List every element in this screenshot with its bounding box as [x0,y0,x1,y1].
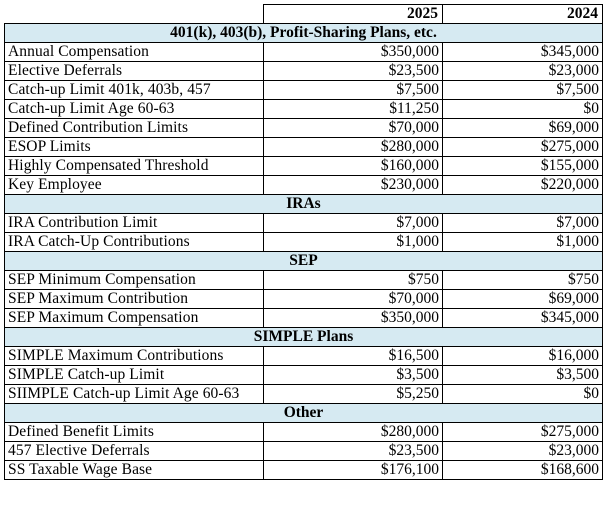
value-2024: $1,000 [443,233,603,252]
table-row [5,442,603,461]
value-2024: $69,000 [443,119,603,138]
table-body [5,24,603,480]
row-label: Annual Compensation [5,43,264,62]
section-header-row [5,24,603,43]
row-label: IRA Contribution Limit [5,214,264,233]
row-label: SEP Maximum Contribution [5,290,264,309]
section-title: IRAs [5,195,603,214]
value-2024: $23,000 [443,62,603,81]
section-title: SIMPLE Plans [5,328,603,347]
value-2025: $70,000 [264,290,443,309]
header-row [5,5,603,24]
row-label: Key Employee [5,176,264,195]
table-row [5,138,603,157]
value-2024: $3,500 [443,366,603,385]
row-label: SEP Minimum Compensation [5,271,264,290]
value-2025: $3,500 [264,366,443,385]
header-year-2024: 2024 [443,5,603,24]
row-label: SIIMPLE Catch-up Limit Age 60-63 [5,385,264,404]
section-header-row [5,328,603,347]
value-2025: $230,000 [264,176,443,195]
value-2024: $0 [443,100,603,119]
value-2024: $0 [443,385,603,404]
row-label: ESOP Limits [5,138,264,157]
value-2025: $280,000 [264,423,443,442]
value-2024: $23,000 [443,442,603,461]
value-2025: $7,000 [264,214,443,233]
table-row [5,347,603,366]
value-2024: $7,000 [443,214,603,233]
header-blank-cell [5,5,264,24]
value-2025: $160,000 [264,157,443,176]
row-label: SS Taxable Wage Base [5,461,264,480]
table-row [5,119,603,138]
value-2024: $275,000 [443,423,603,442]
section-title: SEP [5,252,603,271]
value-2025: $16,500 [264,347,443,366]
section-header-row [5,404,603,423]
row-label: Elective Deferrals [5,62,264,81]
value-2025: $7,500 [264,81,443,100]
table-row [5,43,603,62]
value-2024: $16,000 [443,347,603,366]
limits-table-container [4,4,602,480]
table-row [5,81,603,100]
table-row [5,385,603,404]
value-2025: $23,500 [264,442,443,461]
value-2025: $750 [264,271,443,290]
row-label: 457 Elective Deferrals [5,442,264,461]
row-label: Defined Benefit Limits [5,423,264,442]
row-label: Defined Contribution Limits [5,119,264,138]
limits-table [4,4,603,480]
header-year-2025: 2025 [264,5,443,24]
value-2024: $345,000 [443,309,603,328]
value-2025: $23,500 [264,62,443,81]
section-header-row [5,252,603,271]
value-2024: $168,600 [443,461,603,480]
table-row [5,461,603,480]
table-row [5,214,603,233]
value-2025: $5,250 [264,385,443,404]
value-2024: $345,000 [443,43,603,62]
row-label: Highly Compensated Threshold [5,157,264,176]
value-2025: $1,000 [264,233,443,252]
row-label: Catch-up Limit Age 60-63 [5,100,264,119]
row-label: IRA Catch-Up Contributions [5,233,264,252]
value-2024: $275,000 [443,138,603,157]
table-row [5,309,603,328]
value-2024: $220,000 [443,176,603,195]
value-2025: $350,000 [264,309,443,328]
value-2025: $11,250 [264,100,443,119]
table-row [5,271,603,290]
table-row [5,290,603,309]
section-title: 401(k), 403(b), Profit-Sharing Plans, etc. [5,24,603,43]
table-row [5,100,603,119]
value-2024: $155,000 [443,157,603,176]
table-row [5,423,603,442]
table-row [5,62,603,81]
section-title: Other [5,404,603,423]
value-2024: $69,000 [443,290,603,309]
value-2025: $70,000 [264,119,443,138]
row-label: SIMPLE Catch-up Limit [5,366,264,385]
value-2024: $7,500 [443,81,603,100]
table-row [5,157,603,176]
value-2025: $280,000 [264,138,443,157]
row-label: Catch-up Limit 401k, 403b, 457 [5,81,264,100]
value-2024: $750 [443,271,603,290]
table-row [5,233,603,252]
section-header-row [5,195,603,214]
row-label: SEP Maximum Compensation [5,309,264,328]
table-row [5,366,603,385]
value-2025: $176,100 [264,461,443,480]
table-row [5,176,603,195]
value-2025: $350,000 [264,43,443,62]
row-label: SIMPLE Maximum Contributions [5,347,264,366]
